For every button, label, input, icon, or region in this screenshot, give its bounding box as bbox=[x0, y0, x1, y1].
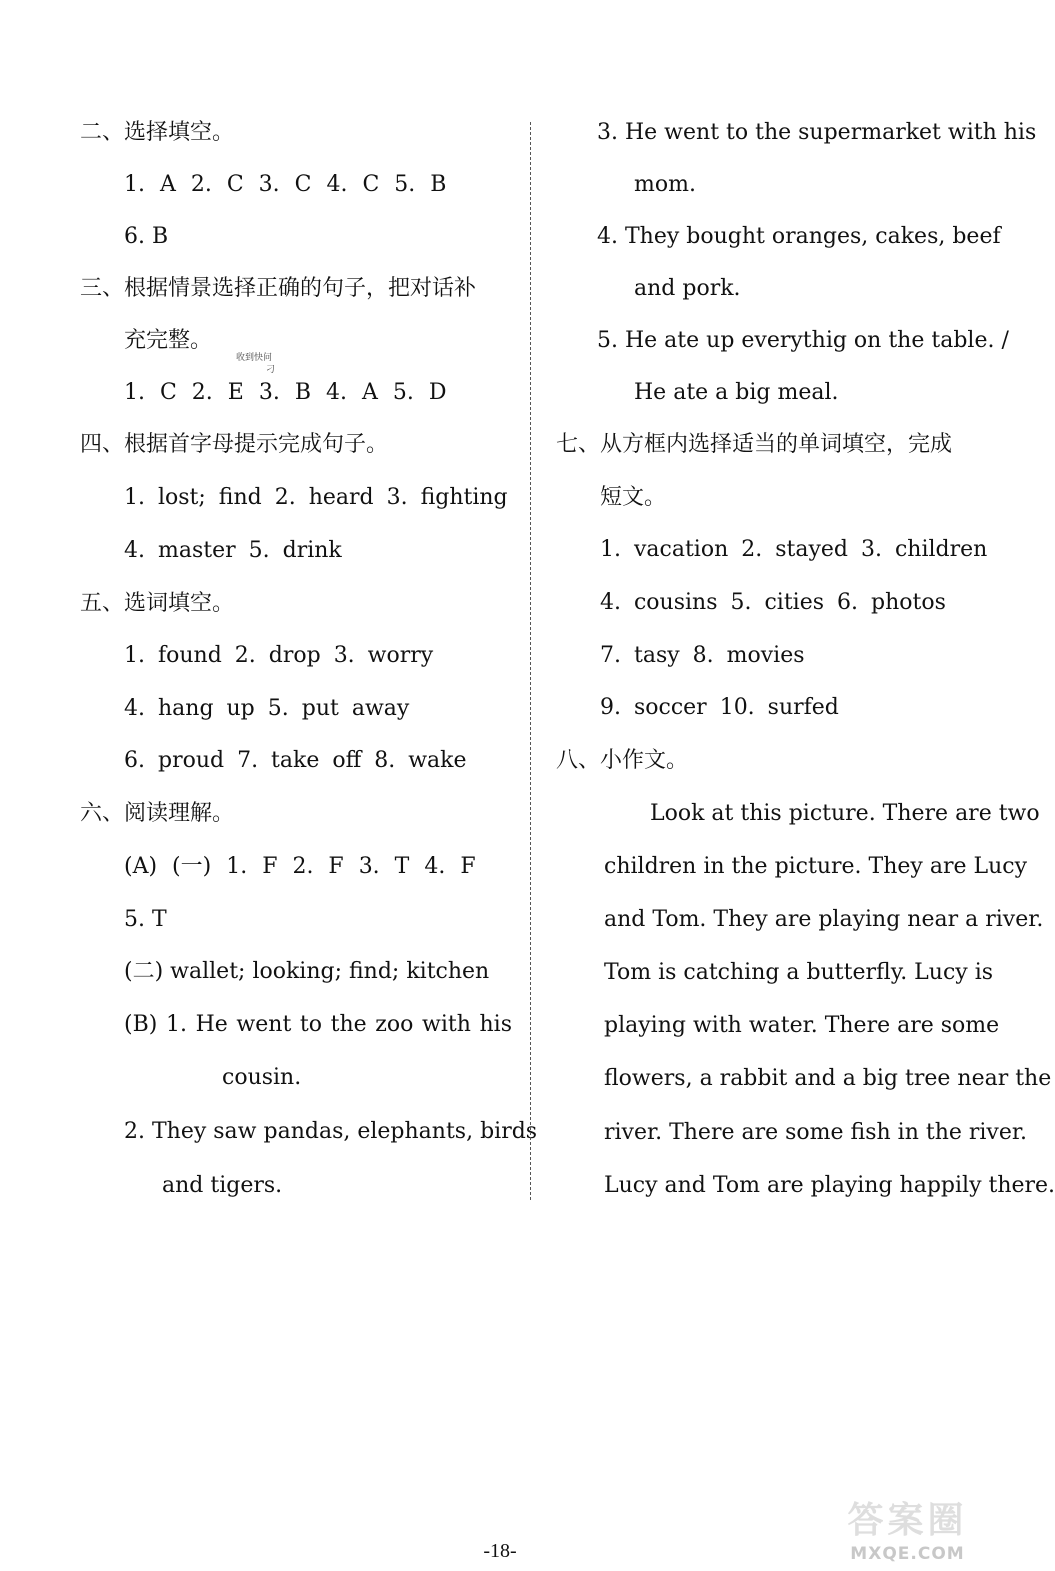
answer-row: (二) wallet; looking; find; kitchen bbox=[124, 959, 490, 984]
answer-row: 6. B bbox=[124, 224, 169, 249]
answer-row: 1. C 2. E 3. B 4. A 5. D bbox=[124, 380, 447, 405]
column-divider bbox=[530, 122, 531, 1200]
essay-line: Lucy and Tom are playing happily there. bbox=[604, 1173, 1055, 1198]
answer-row: 5. He ate up everythig on the table. / bbox=[597, 328, 1009, 353]
section-7-title-cont: 短文。 bbox=[600, 485, 667, 510]
stamp-text: 收到快问 bbox=[236, 353, 273, 363]
answer-row: 9. soccer 10. surfed bbox=[600, 695, 839, 720]
essay-line: children in the picture. They are Lucy bbox=[604, 854, 1027, 879]
answer-row: He ate a big meal. bbox=[634, 380, 839, 405]
section-3-title-cont: 充完整。 bbox=[124, 328, 213, 353]
section-6-title: 六、阅读理解。 bbox=[80, 801, 235, 826]
answer-row: 7. tasy 8. movies bbox=[600, 643, 805, 668]
answer-row: and pork. bbox=[634, 276, 741, 301]
answer-row: 2. They saw pandas, elephants, birds bbox=[124, 1119, 538, 1144]
answer-row: 5. T bbox=[124, 907, 167, 932]
section-5-title: 五、选词填空。 bbox=[80, 591, 235, 616]
answer-row: 6. proud 7. take off 8. wake bbox=[124, 748, 467, 773]
answer-row: (A) (一) 1. F 2. F 3. T 4. F bbox=[124, 854, 476, 879]
section-3-title: 三、根据情景选择正确的句子，把对话补 bbox=[80, 276, 477, 301]
watermark-text: 答案圈 bbox=[847, 1500, 968, 1541]
answer-row: 1. vacation 2. stayed 3. children bbox=[600, 537, 988, 562]
stamp-text: 刁 bbox=[266, 365, 276, 375]
answer-row: 1. found 2. drop 3. worry bbox=[124, 643, 434, 668]
section-8-title: 八、小作文。 bbox=[556, 748, 689, 773]
answer-row: mom. bbox=[634, 172, 696, 197]
answer-row: 4. cousins 5. cities 6. photos bbox=[600, 590, 946, 615]
essay-line: flowers, a rabbit and a big tree near the bbox=[604, 1066, 1052, 1091]
essay-line: Tom is catching a butterfly. Lucy is bbox=[604, 960, 994, 985]
answer-row: 4. master 5. drink bbox=[124, 538, 342, 563]
answer-row: 1. lost; find 2. heard 3. fighting bbox=[124, 485, 508, 510]
essay-line: playing with water. There are some bbox=[604, 1013, 1000, 1038]
answer-row: 4. hang up 5. put away bbox=[124, 696, 410, 721]
section-2-title: 二、选择填空。 bbox=[80, 120, 235, 145]
answer-row: (B) 1. He went to the zoo with his bbox=[124, 1012, 512, 1037]
essay-line: and Tom. They are playing near a river. bbox=[604, 907, 1044, 932]
section-7-title: 七、从方框内选择适当的单词填空，完成 bbox=[556, 432, 953, 457]
watermark-url: MXQE.COM bbox=[850, 1544, 965, 1564]
answer-row: 3. He went to the supermarket with his bbox=[597, 120, 1037, 145]
essay-line: Look at this picture. There are two bbox=[650, 801, 1040, 826]
watermark-logo bbox=[820, 1492, 995, 1564]
essay-line: river. There are some fish in the river. bbox=[604, 1120, 1027, 1145]
answer-row: and tigers. bbox=[162, 1173, 283, 1198]
answer-row: 4. They bought oranges, cakes, beef bbox=[597, 224, 1001, 249]
ink-stamp bbox=[236, 352, 284, 376]
page-number: -18- bbox=[483, 1540, 517, 1562]
answer-row: cousin. bbox=[222, 1065, 302, 1090]
answer-row: 1. A 2. C 3. C 4. C 5. B bbox=[124, 172, 447, 197]
section-4-title: 四、根据首字母提示完成句子。 bbox=[80, 432, 389, 457]
